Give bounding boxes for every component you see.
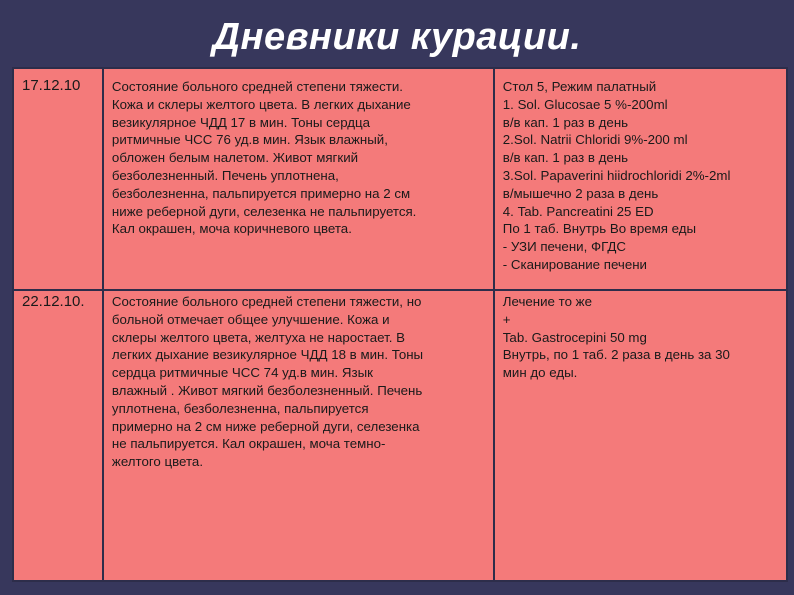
treatment-text: Стол 5, Режим палатный 1. Sol. Glucosae 5 %-200ml в/в кап. 1 раз в день 2.Sol. Natrii Chloridi 9%-200 ml в/в кап. 1 раз в день 3.Sol. Papaverini hiidrochloridi 2%-2ml в/мышечно 2 раза в день 4. Tab. Pancreatini 25 ED По 1 таб. Внутрь Во время еды - УЗИ печени, ФГДС - Сканирование печени xyxy=(502,79,731,272)
entry-date: 22.12.10. xyxy=(22,293,85,310)
treatment-cell xyxy=(494,68,787,290)
state-cell xyxy=(103,68,494,290)
treatment-text: Лечение то же + Tab. Gastrocepini 50 mg Внутрь, по 1 таб. 2 раза в день за 30 мин до еды. xyxy=(502,294,730,381)
page-title: Дневники курации. xyxy=(212,16,582,58)
patient-state-text: Состояние больного средней степени тяжести, но больной отмечает общее улучшение. Кожа и склеры желтого цвета, желтуха не наростает. В легких дыхание везикулярное ЧДД 18 в мин. Тоны сердца ритмичные ЧСС 74 уд.в мин. Язык влажный . Живот мягкий безболезненный. Печень уплотнена, безболезненна, пальпируется примерно на 2 см ниже реберной дуги, селезенка не пальпируется. Кал окрашен, моча темно- желтого цвета. xyxy=(111,294,424,470)
state-cell xyxy=(103,290,494,581)
treatment-cell xyxy=(494,290,787,581)
table-row xyxy=(13,290,787,581)
date-cell xyxy=(13,68,103,290)
entry-date: 17.12.10 xyxy=(22,77,81,94)
table-row xyxy=(13,68,787,290)
date-cell xyxy=(13,290,103,581)
curation-diary-table xyxy=(12,67,788,582)
patient-state-text: Состояние больного средней степени тяжести. Кожа и склеры желтого цвета. В легких дыхание везикулярное ЧДД 17 в мин. Тоны сердца ритмичные ЧСС 76 уд.в мин. Язык влажный, обложен белым налетом. Живот мягкий безболезненный. Печень уплотнена, безболезненна, пальпируется примерно на 2 см ниже реберной дуги, селезенка не пальпируется. Кал окрашен, моча коричневого цвета. xyxy=(111,79,417,237)
